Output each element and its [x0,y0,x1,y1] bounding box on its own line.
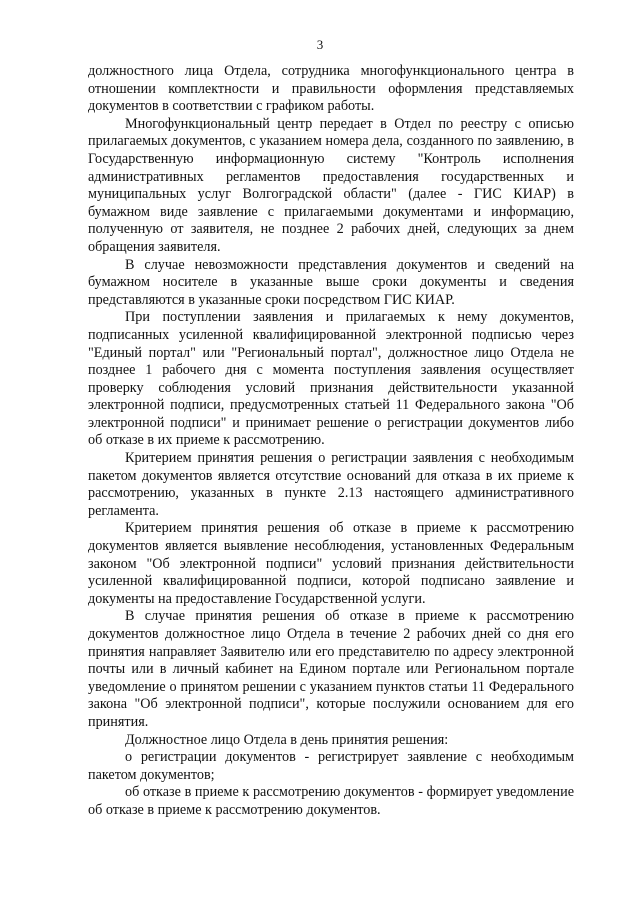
paragraph-registration-action: о регистрации документов - регистрирует заявление с необходимым пакетом документов; [88,749,574,783]
paragraph-refusal-notification: В случае принятия решения об отказе в приеме к рассмотрению документов должностное лицо Отдела в течение 2 рабочих дней со дня его принятия направляет Заявителю или его представителю по адресу электронной почты или в личный кабинет на Едином портале или Региональном портале уведомление о принятом решении с указанием пунктов статьи 11 Федерального закона "Об электронной подписи", которые послужили основанием для его принятия. [88,608,574,730]
paragraph-official-decision-day: Должностное лицо Отдела в день принятия решения: [125,731,449,748]
paragraph-mfc-transfer: Многофункциональный центр передает в Отдел по реестру с описью прилагаемых документов, с указанием номера дела, созданного по заявлению, в Государственную информационную систему "Контроль исполнения административных регламентов предоставления государственных и муниципальных услуг Волгоградской области" (далее - ГИС КИАР) в бумажном виде заявление с прилагаемыми документами и информацию, полученную от заявителя, не позднее 2 рабочих дней, следующих за днем обращения заявителя. [88,115,574,255]
paragraph-continuation: должностного лица Отдела, сотрудника многофункционального центра в отношении комплектности и правильности оформления представляемых документов в соответствии с графиком работы. [88,63,574,115]
paragraph-registration-criterion: Критерием принятия решения о регистрации заявления с необходимым пакетом документов является отсутствие оснований для отказа в их приеме к рассмотрению, указанных в пункте 2.13 настоящего административного регламента. [88,450,574,519]
page-number: 3 [316,37,324,52]
body-text [88,63,574,820]
paragraph-paper-impossible: В случае невозможности представления документов и сведений на бумажном носителе в указанные выше сроки документы и сведения представляются в указанные сроки посредством ГИС КИАР. [88,256,574,308]
paragraph-electronic-signature-check: При поступлении заявления и прилагаемых к нему документов, подписанных усиленной квалифицированной электронной подписью через "Единый портал" или "Региональный портал", должностное лицо Отдела не позднее 1 рабочего дня с момента поступления заявления осуществляет проверку соблюдения условий признания действительности указанной электронной подписи, предусмотренных статьей 11 Федерального закона "Об электронной подписи" и принимает решение о регистрации документов либо об отказе в их приеме к рассмотрению. [88,309,574,449]
paragraph-refusal-criterion: Критерием принятия решения об отказе в приеме к рассмотрению документов является выявление несоблюдения, установленных Федеральным законом "Об электронной подписи" условий признания действительности усиленной квалифицированной подписи, которой подписано заявление и документы на предоставление Государственной услуги. [88,520,574,607]
paragraph-refusal-action: об отказе в приеме к рассмотрению документов - формирует уведомление об отказе в приеме к рассмотрению документов. [88,784,574,818]
